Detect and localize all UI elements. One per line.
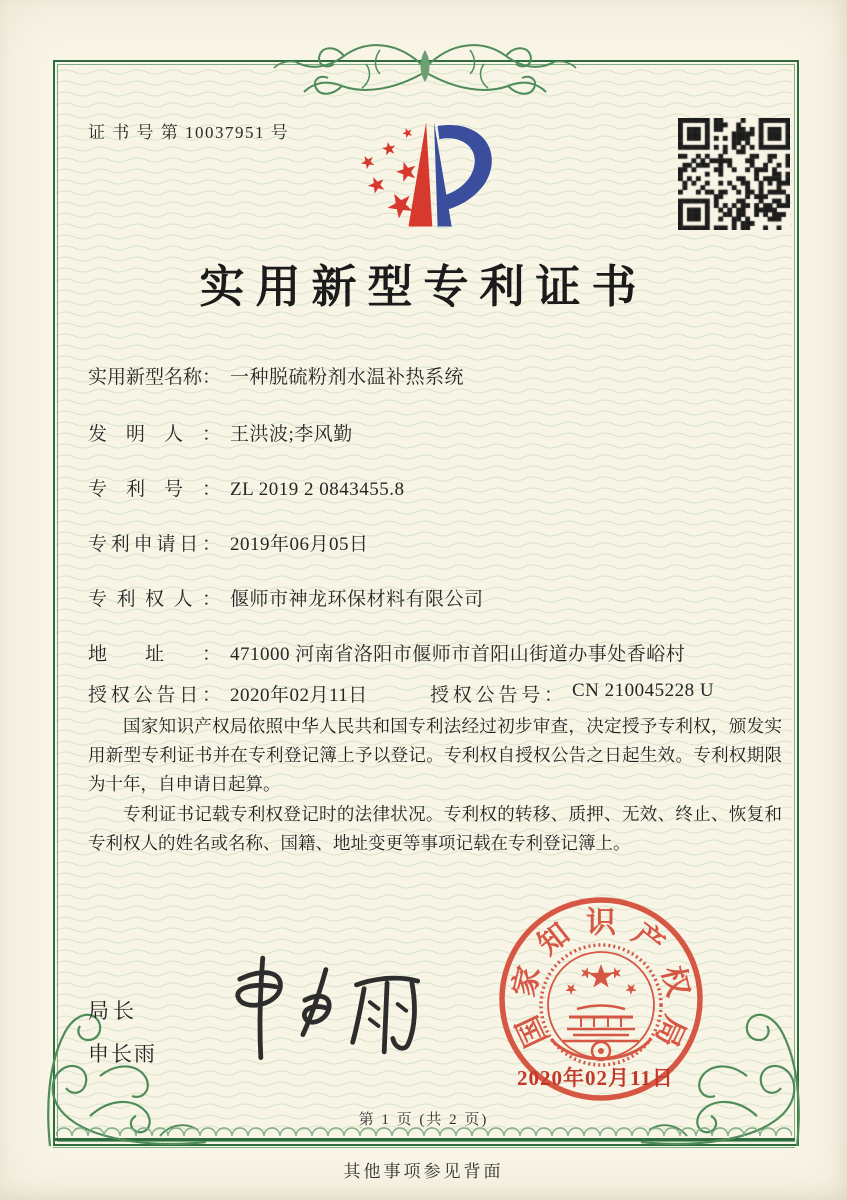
grant-number-label: 授权公告号： (430, 685, 563, 706)
field-value: ZL 2019 2 0843455.8 (230, 479, 405, 500)
signer-name: 申长雨 (88, 1042, 157, 1066)
legal-text (88, 712, 782, 858)
national-emblem-icon (541, 945, 661, 1065)
svg-text:权: 权 (655, 963, 695, 1000)
field-row-utility-name (88, 365, 788, 391)
page-number: 第 1 页 (共 2 页) (358, 1112, 489, 1128)
qr-code (678, 118, 790, 230)
grant-date-label: 授权公告日： (88, 685, 221, 706)
field-value: 王洪波;李风勤 (230, 424, 353, 445)
grant-date-value: 2020年02月11日 (230, 685, 368, 706)
grant-number-value: CN 210045228 U (572, 680, 715, 701)
field-value: 2019年06月05日 (230, 534, 369, 555)
field-label: 发明人： (88, 424, 221, 445)
field-label: 实用新型名称： (88, 367, 222, 388)
field-row-patent-number (88, 477, 788, 503)
field-label: 专利权人： (88, 589, 221, 610)
signer-title: 局长 (88, 999, 138, 1023)
field-row-address (88, 642, 788, 668)
svg-text:知: 知 (531, 917, 576, 962)
legal-paragraph-1: 国家知识产权局依照中华人民共和国专利法经过初步审查，决定授予专利权，颁发实用新型专利证书并在专利登记簿上予以登记。专利权自授权公告之日起生效。专利权期限为十年，自申请日起算。 (88, 716, 782, 795)
field-value: 偃师市神龙环保材料有限公司 (230, 589, 484, 610)
certificate-number: 证 书 号 第 10037951 号 (88, 123, 290, 142)
svg-text:家: 家 (507, 963, 547, 1000)
certificate-title: 实用新型专利证书 (199, 262, 648, 312)
field-row-inventors (88, 422, 788, 448)
field-label: 地址： (88, 644, 221, 665)
grant-stamp-date: 2020年02月11日 (517, 1066, 674, 1090)
director-signature (213, 942, 433, 1067)
svg-text:国: 国 (510, 1010, 554, 1052)
legal-paragraph-2: 专利证书记载专利权登记时的法律状况。专利权的转移、质押、无效、终止、恢复和专利权人的姓名或名称、国籍、地址变更等事项记载在专利登记簿上。 (88, 803, 782, 853)
field-value: 一种脱硫粉剂水温补热系统 (230, 367, 465, 388)
grant-row (88, 680, 788, 707)
svg-text:产: 产 (626, 917, 671, 962)
field-row-filing-date (88, 532, 788, 558)
logo-stars-icon (361, 128, 415, 218)
logo-blue-p-bowl-icon (438, 125, 492, 211)
field-label: 专利号： (88, 479, 221, 500)
top-flourish-ornament (270, 28, 580, 108)
svg-text:识: 识 (586, 906, 616, 940)
field-row-patentee (88, 587, 788, 613)
field-value: 471000 河南省洛阳市偃师市首阳山街道办事处香峪村 (230, 644, 686, 665)
svg-text:局: 局 (648, 1010, 692, 1052)
field-label: 专利申请日： (88, 534, 221, 555)
back-side-note: 其他事项参见背面 (343, 1162, 504, 1181)
cnipa-logo (352, 112, 502, 237)
